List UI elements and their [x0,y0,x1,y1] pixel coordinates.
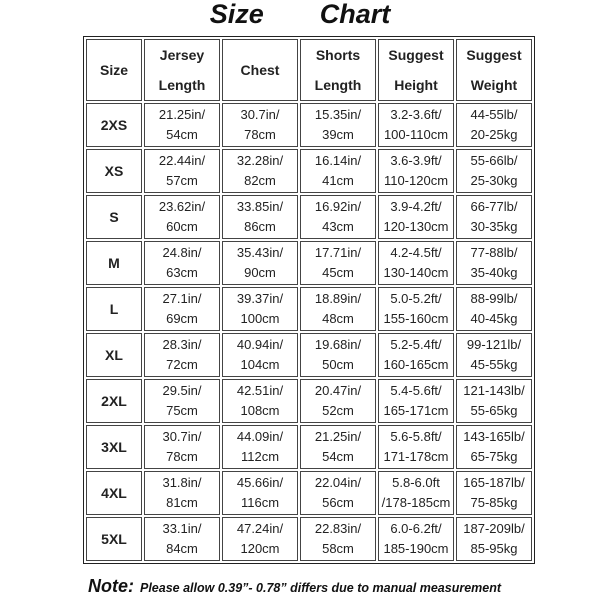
shorts-value-line: 45cm [322,265,354,280]
weight-cell [456,241,532,285]
chest-value-line: 86cm [244,219,276,234]
table-row [86,333,532,377]
table-row [86,471,532,515]
weight-cell [456,103,532,147]
weight-value-line: 45-55kg [470,357,518,372]
chest-value-line: 42.51in/ [236,383,284,398]
weight-value-line: 75-85kg [470,495,518,510]
jersey-value-line: 63cm [166,265,198,280]
jersey-cell [144,425,220,469]
weight-value-line: 165-187lb/ [463,475,525,490]
shorts-value-line: 22.83in/ [314,521,362,536]
size-cell: 2XS [86,103,142,147]
shorts-value-line: 20.47in/ [314,383,362,398]
size-cell: S [86,195,142,239]
weight-value-line: 25-30kg [470,173,518,188]
shorts-value-line: 43cm [322,219,354,234]
shorts-value-line: 41cm [322,173,354,188]
weight-value-line: 121-143lb/ [463,383,525,398]
size-cell: 4XL [86,471,142,515]
chest-value-line: 90cm [244,265,276,280]
height-cell [378,425,454,469]
weight-cell [456,379,532,423]
size-cell: XL [86,333,142,377]
shorts-value-line: 48cm [322,311,354,326]
table-row [86,425,532,469]
table-row [86,241,532,285]
jersey-cell [144,471,220,515]
height-cell [378,195,454,239]
header-suggest-weight: Suggest Weight [456,39,532,101]
chest-value-line: 35.43in/ [236,245,284,260]
shorts-value-line: 50cm [322,357,354,372]
shorts-cell [300,333,376,377]
height-value-line: 110-120cm [383,173,449,188]
shorts-cell [300,287,376,331]
size-cell: L [86,287,142,331]
weight-value-line: 20-25kg [470,127,518,142]
weight-cell [456,425,532,469]
note-text: Please allow 0.39”- 0.78” differs due to manual measurement [140,581,502,595]
shorts-value-line: 16.92in/ [314,199,362,214]
chest-value-line: 112cm [240,449,280,464]
height-value-line: 5.8-6.0ft [392,475,440,490]
jersey-value-line: 24.8in/ [162,245,202,260]
size-chart-table [83,36,535,564]
height-cell [378,287,454,331]
jersey-cell [144,103,220,147]
height-value-line: 185-190cm [383,541,449,556]
jersey-value-line: 22.44in/ [158,153,206,168]
shorts-value-line: 17.71in/ [314,245,362,260]
weight-cell [456,517,532,561]
shorts-cell [300,241,376,285]
jersey-cell [144,195,220,239]
height-value-line: 160-165cm [383,357,449,372]
header-suggest-height: Suggest Height [378,39,454,101]
weight-value-line: 35-40kg [470,265,518,280]
shorts-cell [300,195,376,239]
jersey-cell [144,333,220,377]
weight-value-line: 40-45kg [470,311,518,326]
height-value-line: 130-140cm [383,265,449,280]
chest-cell [222,149,298,193]
weight-value-line: 99-121lb/ [466,337,522,352]
chest-cell [222,287,298,331]
jersey-value-line: 30.7in/ [162,429,202,444]
shorts-value-line: 54cm [322,449,354,464]
weight-value-line: 55-65kg [470,403,518,418]
shorts-cell [300,471,376,515]
jersey-cell [144,517,220,561]
table-row [86,149,532,193]
chest-value-line: 32.28in/ [236,153,284,168]
height-cell [378,471,454,515]
jersey-value-line: 23.62in/ [158,199,206,214]
jersey-value-line: 54cm [166,127,198,142]
measurement-note [88,576,588,597]
shorts-cell [300,379,376,423]
shorts-value-line: 58cm [322,541,354,556]
height-value-line: 5.2-5.4ft/ [390,337,442,352]
chest-value-line: 44.09in/ [236,429,284,444]
table-row [86,195,532,239]
height-value-line: 4.2-4.5ft/ [390,245,442,260]
weight-value-line: 44-55lb/ [470,107,518,122]
jersey-value-line: 33.1in/ [162,521,202,536]
header-jersey-length: Jersey Length [144,39,220,101]
chest-value-line: 108cm [240,403,280,418]
shorts-value-line: 22.04in/ [314,475,362,490]
shorts-value-line: 56cm [322,495,354,510]
chest-value-line: 45.66in/ [236,475,284,490]
height-value-line: /178-185cm [381,495,451,510]
height-value-line: 3.6-3.9ft/ [390,153,442,168]
height-value-line: 120-130cm [383,219,449,234]
chest-value-line: 100cm [240,311,280,326]
weight-cell [456,195,532,239]
height-value-line: 100-110cm [383,127,449,142]
height-value-line: 5.0-5.2ft/ [390,291,442,306]
size-cell: XS [86,149,142,193]
height-value-line: 5.6-5.8ft/ [390,429,442,444]
weight-value-line: 55-66lb/ [470,153,518,168]
chest-cell [222,425,298,469]
note-label: Note: [88,576,134,596]
jersey-value-line: 21.25in/ [158,107,206,122]
jersey-value-line: 60cm [166,219,198,234]
height-cell [378,149,454,193]
height-cell [378,379,454,423]
jersey-value-line: 81cm [166,495,198,510]
height-value-line: 3.9-4.2ft/ [390,199,442,214]
chest-cell [222,195,298,239]
table-row [86,287,532,331]
title-word-size: Size [209,0,264,29]
jersey-value-line: 31.8in/ [162,475,202,490]
jersey-cell [144,241,220,285]
chest-value-line: 78cm [244,127,276,142]
shorts-value-line: 18.89in/ [314,291,362,306]
weight-value-line: 85-95kg [470,541,518,556]
size-cell: M [86,241,142,285]
chest-cell [222,517,298,561]
table-row [86,379,532,423]
weight-value-line: 30-35kg [470,219,518,234]
table-row [86,103,532,147]
jersey-cell [144,149,220,193]
chest-cell [222,333,298,377]
chest-cell [222,379,298,423]
header-chest: Chest [222,39,298,101]
height-value-line: 3.2-3.6ft/ [390,107,442,122]
chest-value-line: 30.7in/ [240,107,280,122]
weight-cell [456,333,532,377]
height-value-line: 6.0-6.2ft/ [390,521,442,536]
height-cell [378,517,454,561]
weight-value-line: 143-165lb/ [463,429,525,444]
chest-cell [222,241,298,285]
shorts-value-line: 21.25in/ [314,429,362,444]
jersey-value-line: 27.1in/ [162,291,202,306]
chest-value-line: 39.37in/ [236,291,284,306]
jersey-value-line: 29.5in/ [162,383,202,398]
height-value-line: 155-160cm [383,311,449,326]
weight-cell [456,471,532,515]
weight-value-line: 187-209lb/ [463,521,525,536]
chest-cell [222,471,298,515]
shorts-cell [300,517,376,561]
shorts-cell [300,425,376,469]
header-size: Size [86,39,142,101]
weight-cell [456,287,532,331]
weight-value-line: 88-99lb/ [470,291,518,306]
jersey-value-line: 72cm [166,357,198,372]
shorts-value-line: 52cm [322,403,354,418]
title-word-chart: Chart [319,0,391,29]
height-value-line: 171-178cm [383,449,449,464]
height-value-line: 5.4-5.6ft/ [390,383,442,398]
table-row [86,517,532,561]
chest-value-line: 40.94in/ [236,337,284,352]
jersey-value-line: 28.3in/ [162,337,202,352]
chest-value-line: 116cm [240,495,280,510]
jersey-value-line: 84cm [166,541,198,556]
chest-value-line: 82cm [244,173,276,188]
height-cell [378,333,454,377]
page-title [0,0,600,30]
weight-value-line: 66-77lb/ [470,199,518,214]
shorts-cell [300,103,376,147]
shorts-value-line: 39cm [322,127,354,142]
weight-value-line: 65-75kg [470,449,518,464]
jersey-value-line: 57cm [166,173,198,188]
height-cell [378,103,454,147]
size-cell: 5XL [86,517,142,561]
header-shorts-length: Shorts Length [300,39,376,101]
shorts-value-line: 19.68in/ [314,337,362,352]
header-row [86,39,532,101]
size-cell: 2XL [86,379,142,423]
height-value-line: 165-171cm [383,403,449,418]
size-cell: 3XL [86,425,142,469]
jersey-cell [144,379,220,423]
chest-value-line: 120cm [240,541,280,556]
jersey-cell [144,287,220,331]
chest-cell [222,103,298,147]
weight-value-line: 77-88lb/ [470,245,518,260]
shorts-value-line: 16.14in/ [314,153,362,168]
jersey-value-line: 75cm [166,403,198,418]
height-cell [378,241,454,285]
shorts-value-line: 15.35in/ [314,107,362,122]
shorts-cell [300,149,376,193]
jersey-value-line: 78cm [166,449,198,464]
chest-value-line: 33.85in/ [236,199,284,214]
weight-cell [456,149,532,193]
chest-value-line: 104cm [240,357,280,372]
chest-value-line: 47.24in/ [236,521,284,536]
jersey-value-line: 69cm [166,311,198,326]
